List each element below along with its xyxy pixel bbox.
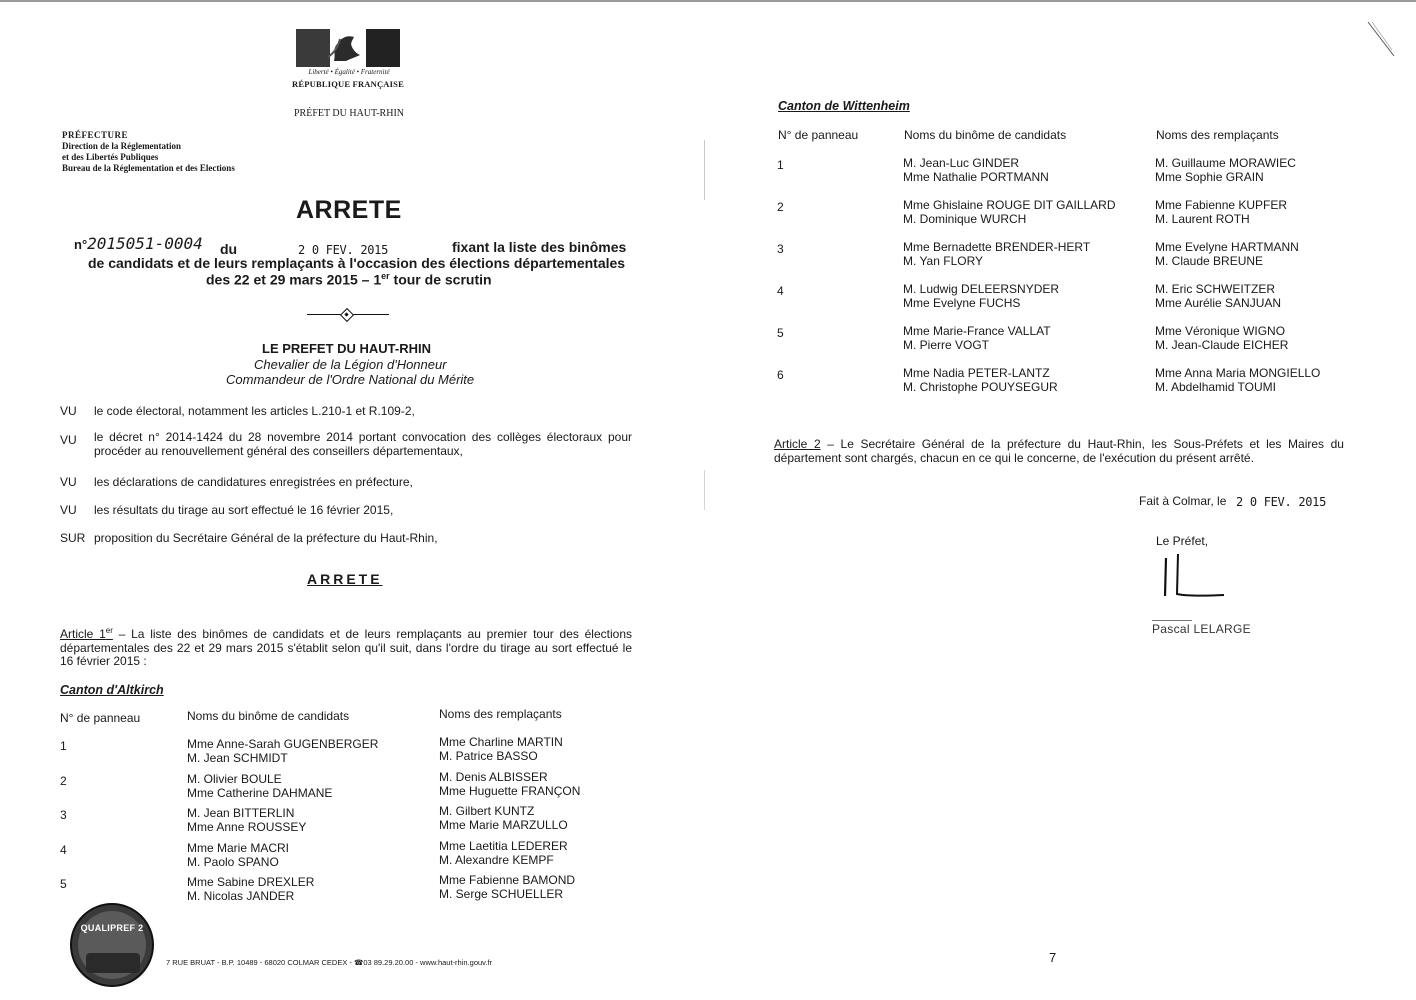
arrete-heading: ARRETE — [307, 571, 383, 587]
candidate-1: M. Ludwig DELEERSNYDER — [903, 282, 1060, 296]
panel-number: 2 — [777, 200, 784, 214]
header-num: N° de panneau — [778, 128, 859, 142]
candidate-2: M. Dominique WURCH — [903, 212, 1027, 226]
candidate-1: Mme Nadia PETER-LANTZ — [903, 366, 1050, 380]
candidate-1: M. Olivier BOULE — [187, 772, 282, 786]
candidate-1: M. Jean-Luc GINDER — [903, 156, 1020, 170]
bureau-line: Bureau de la Réglementation et des Elections — [62, 163, 235, 173]
candidate-2: M. Jean SCHMIDT — [187, 751, 288, 765]
header-candidats: Noms du binôme de candidats — [187, 709, 350, 723]
candidate-1: Mme Sabine DREXLER — [187, 875, 315, 889]
footer-address: 7 RUE BRUAT - B.P. 10489 - 68020 COLMAR CEDEX - ☎03 89.29.20.00 - www.haut-rhin.gouv.fr — [166, 958, 493, 967]
canton-altkirch-title: Canton d'Altkirch — [60, 683, 164, 697]
replacement-1: M. Guillaume MORAWIEC — [1155, 156, 1296, 170]
candidate-2: M. Nicolas JANDER — [187, 889, 295, 903]
visa-text: le code électoral, notamment les articles L.210-1 et R.109-2, — [94, 404, 415, 418]
replacement-1: Mme Laetitia LEDERER — [439, 839, 568, 853]
replacement-1: M. Denis ALBISSER — [439, 770, 548, 784]
prefecture-block — [62, 130, 235, 174]
panel-number: 6 — [777, 368, 784, 382]
fait-a-colmar: Fait à Colmar, le — [1139, 494, 1227, 508]
arrete-title: ARRETE — [296, 196, 402, 224]
prefet-honor-2: Commandeur de l'Ordre National du Mérite — [226, 372, 475, 387]
qualipref-seal — [70, 903, 154, 987]
article-2-text: – Le Secrétaire Général de la préfecture du Haut-Rhin, les Sous-Préfets et les Maires du département sont chargés, chacun en ce qui le concerne, de l'exécution du présent arrêté. — [774, 437, 1344, 465]
article-1-text: – La liste des binômes de candidats et de leurs remplaçants au premier tour des élections départementales des 22 et 29 mars 2015 s'établit selon qu'il suit, dans l'ordre du tirage au sort effectué le 16 février 2015 : — [60, 627, 632, 668]
candidate-2: M. Christophe POUYSEGUR — [903, 380, 1058, 394]
canton-wittenheim-title: Canton de Wittenheim — [778, 99, 910, 113]
replacement-2: Mme Marie MARZULLO — [439, 818, 568, 832]
header-num: N° de panneau — [60, 711, 141, 725]
replacement-2: M. Claude BREUNE — [1155, 254, 1264, 268]
candidate-2: M. Paolo SPANO — [187, 855, 279, 869]
replacement-2: Mme Sophie GRAIN — [1155, 170, 1264, 184]
replacement-1: M. Eric SCHWEITZER — [1155, 282, 1275, 296]
prefet-title: LE PREFET DU HAUT-RHIN — [262, 341, 431, 356]
replacement-1: M. Gilbert KUNTZ — [439, 804, 535, 818]
date-stamp: 2 0 FEV. 2015 — [298, 243, 389, 257]
visa-text: les déclarations de candidatures enregistrées en préfecture, — [94, 475, 413, 489]
replacement-1: Mme Fabienne BAMOND — [439, 873, 576, 887]
visa-key: VU — [60, 404, 77, 418]
du-label: du — [220, 241, 238, 257]
visa-2-text: le décret n° 2014-1424 du 28 novembre 2014 portant convocation des collèges électoraux pour procéder au renouvellement général des conseillers départementaux, — [94, 430, 632, 458]
panel-number: 5 — [777, 326, 784, 340]
article-1 — [60, 624, 632, 669]
logo-republique: RÉPUBLIQUE FRANÇAISE — [292, 79, 404, 89]
prefet-heading: PRÉFET DU HAUT-RHIN — [293, 108, 404, 119]
candidate-2: M. Pierre VOGT — [903, 338, 990, 352]
seal-text: QUALIPREF 2 — [80, 923, 144, 933]
number-prefix: n° — [74, 237, 88, 252]
le-prefet-label: Le Préfet, — [1156, 534, 1209, 548]
prefet-honor-1: Chevalier de la Légion d'Honneur — [254, 357, 447, 372]
visa-key: VU — [60, 433, 77, 447]
panel-number: 4 — [777, 284, 784, 298]
scan-scratch-mark — [1366, 20, 1396, 60]
marianne-profile-icon — [326, 31, 370, 65]
panel-number: 1 — [60, 739, 67, 753]
header-candidats: Noms du binôme de candidats — [904, 128, 1067, 142]
signatory-name: Pascal LELARGE — [1152, 622, 1251, 636]
candidate-2: M. Yan FLORY — [903, 254, 984, 268]
prefecture-label: PRÉFECTURE — [62, 130, 129, 140]
arrete-number — [74, 234, 203, 253]
panel-number: 2 — [60, 774, 67, 788]
handwritten-signature — [1152, 550, 1232, 600]
arrete-subject-line-2: de candidats et de leurs remplaçants à l'occasion des élections départementales — [88, 255, 626, 271]
panel-number: 3 — [60, 808, 67, 822]
replacement-1: Mme Fabienne KUPFER — [1155, 198, 1288, 212]
number-handwritten: 2015051-0004 — [87, 234, 203, 253]
replacement-2: M. Serge SCHUELLER — [439, 887, 564, 901]
replacement-2: M. Alexandre KEMPF — [439, 853, 554, 867]
header-remplacants: Noms des remplaçants — [1156, 128, 1279, 142]
replacement-1: Mme Charline MARTIN — [439, 735, 563, 749]
candidate-1: Mme Marie MACRI — [187, 841, 290, 855]
scan-top-edge — [0, 0, 1416, 2]
candidate-2: Mme Evelyne FUCHS — [903, 296, 1021, 310]
signature-date-stamp: 2 0 FEV. 2015 — [1236, 495, 1327, 509]
article-2-label: Article 2 — [774, 437, 821, 451]
arrete-subject-line-3: des 22 et 29 mars 2015 – 1er tour de scrutin — [206, 271, 492, 288]
replacement-2: Mme Huguette FRANÇON — [439, 784, 581, 798]
candidate-1: Mme Marie-France VALLAT — [903, 324, 1051, 338]
marianne-logo — [296, 29, 400, 67]
panel-number: 4 — [60, 843, 67, 857]
direction-line-1: Direction de la Réglementation — [62, 141, 182, 151]
candidate-1: Mme Anne-Sarah GUGENBERGER — [187, 737, 379, 751]
direction-line-2: et des Libertés Publiques — [62, 152, 159, 162]
header-remplacants: Noms des remplaçants — [439, 707, 562, 721]
replacement-1: Mme Anna Maria MONGIELLO — [1155, 366, 1321, 380]
page-fold-mark — [704, 470, 705, 510]
visa-text: les résultats du tirage au sort effectué le 16 février 2015, — [94, 503, 394, 517]
visa-key: VU — [60, 503, 77, 517]
candidate-2: Mme Anne ROUSSEY — [187, 820, 307, 834]
visa-key: VU — [60, 475, 77, 489]
candidate-1: Mme Bernadette BRENDER-HERT — [903, 240, 1091, 254]
panel-number: 3 — [777, 242, 784, 256]
page-number: 7 — [1049, 950, 1057, 965]
visa-text: proposition du Secrétaire Général de la préfecture du Haut-Rhin, — [94, 531, 438, 545]
replacement-1: Mme Evelyne HARTMANN — [1155, 240, 1299, 254]
candidate-2: Mme Catherine DAHMANE — [187, 786, 333, 800]
article-2 — [774, 437, 1344, 465]
replacement-2: M. Jean-Claude EICHER — [1155, 338, 1289, 352]
candidate-2: Mme Nathalie PORTMANN — [903, 170, 1049, 184]
candidate-1: Mme Ghislaine ROUGE DIT GAILLARD — [903, 198, 1116, 212]
candidate-1: M. Jean BITTERLIN — [187, 806, 295, 820]
article-1-label: Article 1er — [60, 626, 113, 641]
arrete-subject-line-1: fixant la liste des binômes — [452, 239, 627, 255]
visa-key: SUR — [60, 531, 86, 545]
replacement-2: Mme Aurélie SANJUAN — [1155, 296, 1282, 310]
replacement-2: M. Patrice BASSO — [439, 749, 538, 763]
panel-number: 1 — [777, 158, 784, 172]
replacement-2: M. Abdelhamid TOUMI — [1155, 380, 1276, 394]
signature-underline — [1152, 620, 1192, 621]
replacement-1: Mme Véronique WIGNO — [1155, 324, 1286, 338]
panel-number: 5 — [60, 877, 67, 891]
replacement-2: M. Laurent ROTH — [1155, 212, 1250, 226]
page-fold-mark — [704, 140, 705, 200]
logo-motto: Liberté • Égalité • Fraternité — [308, 68, 390, 76]
